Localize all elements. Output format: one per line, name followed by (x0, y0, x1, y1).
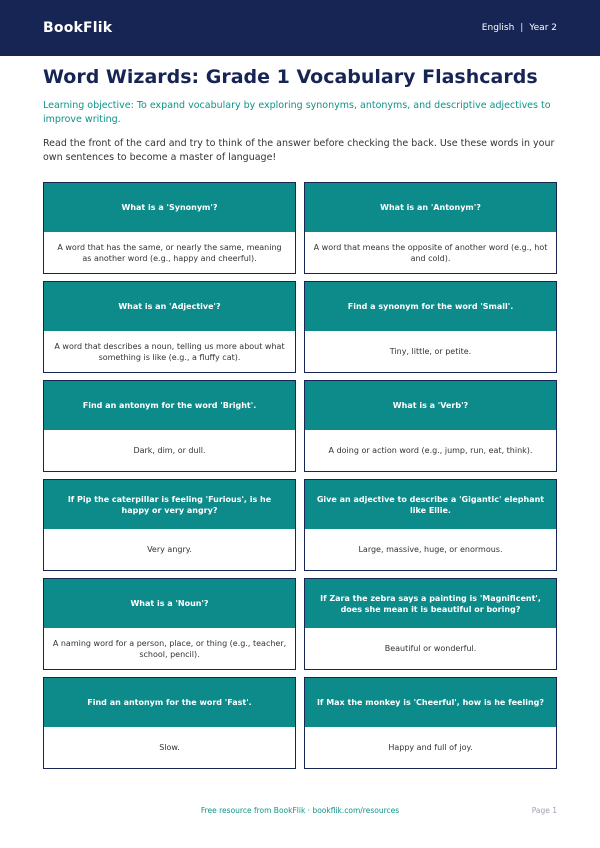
flashcard (304, 182, 557, 274)
flashcard (43, 380, 296, 472)
page-title: Word Wizards: Grade 1 Vocabulary Flashcards (43, 66, 538, 88)
flashcard (43, 281, 296, 373)
flashcard-back: A doing or action word (e.g., jump, run, eat, think). (305, 430, 556, 471)
flashcard (304, 578, 557, 670)
header-meta (482, 23, 557, 33)
instructions: Read the front of the card and try to think of the answer before checking the back. Use these words in your own sentences to become a master of language! (43, 138, 555, 163)
flashcard-back: A word that has the same, or nearly the same, meaning as another word (e.g., happy and cheerful). (44, 232, 295, 273)
flashcard (43, 677, 296, 769)
flashcard-back: Very angry. (44, 529, 295, 570)
brand-logo[interactable]: BookFlik (43, 20, 113, 36)
flashcard-back: Happy and full of joy. (305, 727, 556, 768)
flashcard-front: Find an antonym for the word 'Fast'. (44, 678, 295, 727)
flashcard-front: What is a 'Verb'? (305, 381, 556, 430)
flashcard (43, 479, 296, 571)
flashcard-back: A word that describes a noun, telling us more about what something is like (e.g., a fluffy cat). (44, 331, 295, 372)
flashcard-front: What is a 'Noun'? (44, 579, 295, 628)
flashcard (43, 182, 296, 274)
language-label: English (481, 23, 515, 33)
flashcard (304, 677, 557, 769)
flashcard-grid (43, 182, 557, 769)
flashcard-front: If Max the monkey is 'Cheerful', how is he feeling? (305, 678, 556, 727)
footer-link[interactable]: Free resource from BookFlik · bookflik.com/resources (200, 806, 400, 815)
flashcard-back: Tiny, little, or petite. (305, 331, 556, 372)
flashcard-front: What is a 'Synonym'? (44, 183, 295, 232)
page-footer (0, 806, 600, 820)
flashcard (304, 380, 557, 472)
flashcard-back: Slow. (44, 727, 295, 768)
flashcard-front: Give an adjective to describe a 'Gigantic' elephant like Ellie. (305, 480, 556, 529)
flashcard (304, 479, 557, 571)
flashcard (304, 281, 557, 373)
page-number: Page 1 (531, 806, 557, 815)
flashcard-front: Find a synonym for the word 'Small'. (305, 282, 556, 331)
year-label: Year 2 (529, 23, 557, 33)
top-bar (0, 0, 600, 56)
flashcard-back: Beautiful or wonderful. (305, 628, 556, 669)
flashcard-front: If Pip the caterpillar is feeling 'Furious', is he happy or very angry? (44, 480, 295, 529)
flashcard-back: A word that means the opposite of another word (e.g., hot and cold). (305, 232, 556, 273)
flashcard-back: Dark, dim, or dull. (44, 430, 295, 471)
flashcard-front: If Zara the zebra says a painting is 'Magnificent', does she mean it is beautiful or boring? (305, 579, 556, 628)
flashcard-front: Find an antonym for the word 'Bright'. (44, 381, 295, 430)
learning-objective: Learning objective: To expand vocabulary by exploring synonyms, antonyms, and descriptive adjectives to improve writing. (43, 100, 551, 125)
meta-separator: | (520, 23, 524, 33)
flashcard-front: What is an 'Antonym'? (305, 183, 556, 232)
flashcard-back: A naming word for a person, place, or thing (e.g., teacher, school, pencil). (44, 628, 295, 669)
flashcard-back: Large, massive, huge, or enormous. (305, 529, 556, 570)
flashcard-front: What is an 'Adjective'? (44, 282, 295, 331)
flashcard (43, 578, 296, 670)
